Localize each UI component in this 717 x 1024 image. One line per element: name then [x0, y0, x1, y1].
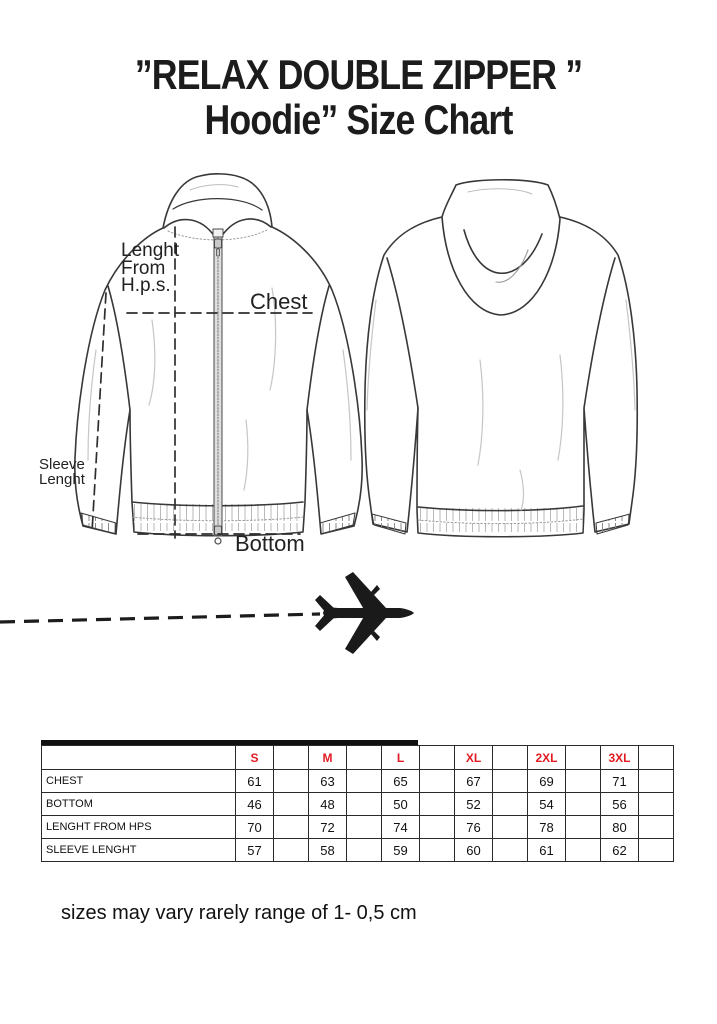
spacer-cell [493, 839, 528, 862]
cell-value: 72 [309, 816, 347, 839]
spacer-cell [274, 839, 309, 862]
size-header-l: L [382, 746, 420, 770]
row-label: BOTTOM [42, 793, 236, 816]
spacer-cell [639, 816, 674, 839]
cell-value: 56 [601, 793, 639, 816]
spacer-cell [420, 746, 455, 770]
spacer-cell [420, 793, 455, 816]
table-row-bottom [42, 793, 674, 816]
cell-value: 70 [236, 816, 274, 839]
size-header-xl: XL [455, 746, 493, 770]
corner-cell [42, 746, 236, 770]
spacer-cell [347, 770, 382, 793]
label-sleeve-length-line1: Sleeve [39, 456, 85, 473]
title-line-2: Hoodie” Size Chart [204, 96, 513, 143]
row-label: SLEEVE LENGHT [42, 839, 236, 862]
spacer-cell [566, 793, 601, 816]
back-hoodie-drawing [365, 180, 638, 537]
cell-value: 67 [455, 770, 493, 793]
hoodie-views-svg [60, 170, 680, 570]
spacer-cell [420, 816, 455, 839]
spacer-cell [347, 816, 382, 839]
cell-value: 63 [309, 770, 347, 793]
label-length-from-hps [121, 242, 179, 295]
spacer-cell [493, 816, 528, 839]
spacer-cell [639, 839, 674, 862]
spacer-cell [566, 746, 601, 770]
cell-value: 57 [236, 839, 274, 862]
row-label: LENGHT FROM HPS [42, 816, 236, 839]
page-title [0, 52, 717, 142]
hoodie-technical-drawing [39, 170, 680, 570]
cell-value: 46 [236, 793, 274, 816]
spacer-cell [566, 770, 601, 793]
spacer-cell [420, 839, 455, 862]
size-header-2xl: 2XL [528, 746, 566, 770]
spacer-cell [639, 793, 674, 816]
size-header-m: M [309, 746, 347, 770]
spacer-cell [420, 770, 455, 793]
spacer-cell [566, 839, 601, 862]
size-disclaimer: sizes may vary rarely range of 1- 0,5 cm [61, 902, 417, 924]
size-table [41, 745, 674, 862]
cell-value: 54 [528, 793, 566, 816]
cell-value: 58 [309, 839, 347, 862]
spacer-cell [639, 770, 674, 793]
spacer-cell [274, 816, 309, 839]
cell-value: 71 [601, 770, 639, 793]
cell-value: 48 [309, 793, 347, 816]
spacer-cell [274, 770, 309, 793]
size-header-3xl: 3XL [601, 746, 639, 770]
table-row-length-from-hps [42, 816, 674, 839]
label-sleeve-length [39, 457, 85, 487]
airplane-trail-graphic [0, 555, 430, 667]
cell-value: 61 [528, 839, 566, 862]
cell-value: 78 [528, 816, 566, 839]
cell-value: 50 [382, 793, 420, 816]
airplane-icon [315, 572, 414, 654]
spacer-cell [566, 816, 601, 839]
spacer-cell [274, 793, 309, 816]
label-length-from-hps-line1: Lenght [121, 240, 180, 261]
label-sleeve-length-line2: Lenght [39, 471, 85, 488]
cell-value: 61 [236, 770, 274, 793]
table-header-row [42, 746, 674, 770]
cell-value: 80 [601, 816, 639, 839]
table-row-chest [42, 770, 674, 793]
cell-value: 52 [455, 793, 493, 816]
row-label: CHEST [42, 770, 236, 793]
size-header-s: S [236, 746, 274, 770]
cell-value: 69 [528, 770, 566, 793]
cell-value: 76 [455, 816, 493, 839]
label-length-from-hps-line2: From [121, 257, 166, 279]
spacer-cell [347, 746, 382, 770]
cell-value: 65 [382, 770, 420, 793]
trail-dashed-line [0, 614, 320, 622]
table-row-sleeve-length [42, 839, 674, 862]
spacer-cell [493, 746, 528, 770]
spacer-cell [347, 793, 382, 816]
spacer-cell [274, 746, 309, 770]
spacer-cell [493, 770, 528, 793]
zipper [213, 229, 223, 544]
label-chest: Chest [250, 289, 308, 314]
cell-value: 62 [601, 839, 639, 862]
title-line-1: ”RELAX DOUBLE ZIPPER ” [134, 51, 583, 98]
spacer-cell [639, 746, 674, 770]
cell-value: 74 [382, 816, 420, 839]
label-bottom: Bottom [235, 531, 305, 556]
cell-value: 60 [455, 839, 493, 862]
label-length-from-hps-line3: H.p.s. [121, 275, 171, 296]
front-hoodie-drawing [75, 174, 362, 544]
cell-value: 59 [382, 839, 420, 862]
spacer-cell [347, 839, 382, 862]
spacer-cell [493, 793, 528, 816]
